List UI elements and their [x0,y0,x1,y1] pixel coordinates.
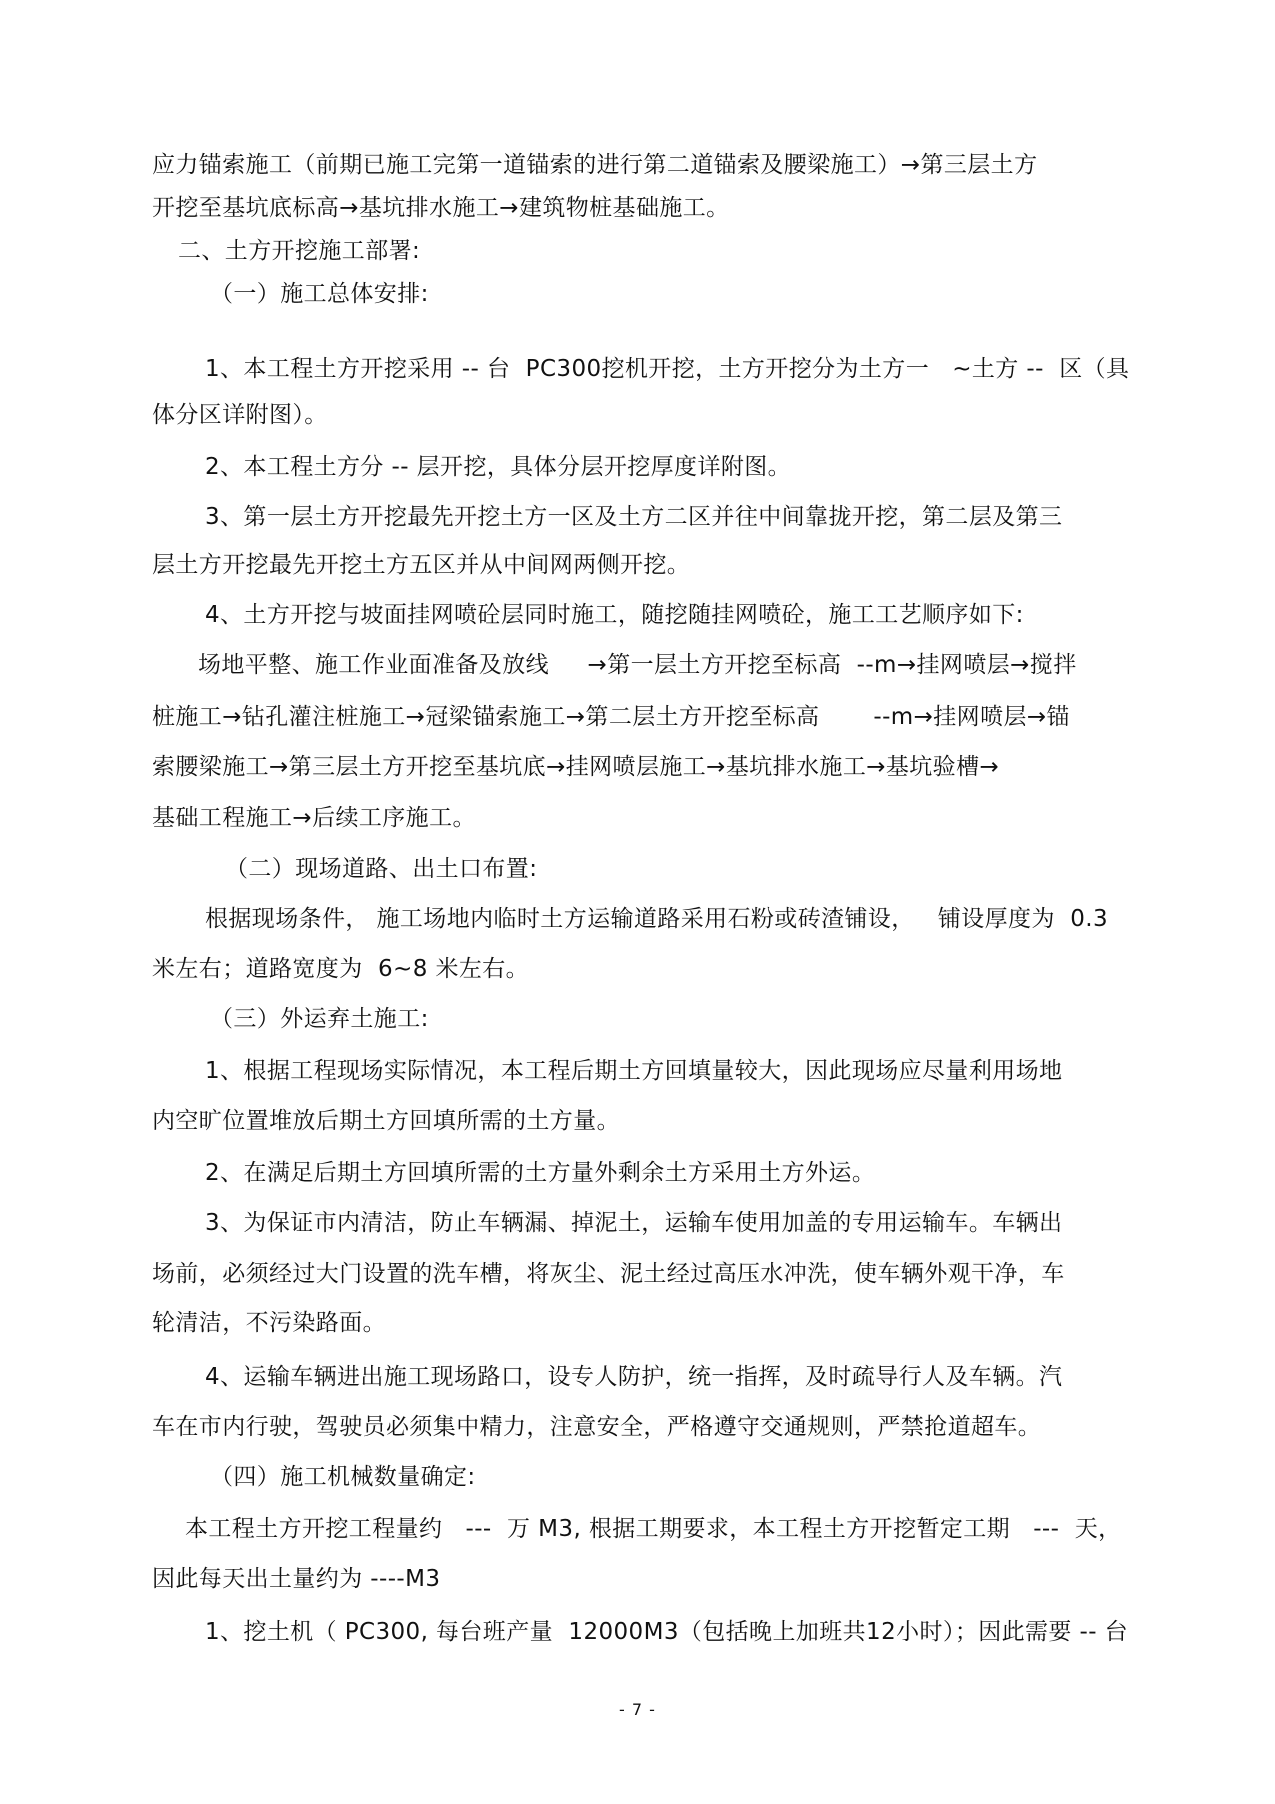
text-line: 米左右；道路宽度为 6~8 米左右。 [152,956,530,982]
subsection-heading: （四）施工机械数量确定: [210,1464,476,1490]
text-line: 开挖至基坑底标高→基坑排水施工→建筑物桩基础施工。 [152,195,730,221]
subsection-heading: （二）现场道路、出土口布置: [225,856,538,882]
text-line: 车在市内行驶，驾驶员必须集中精力，注意安全，严格遵守交通规则，严禁抢道超车。 [152,1414,1042,1440]
text-line: 场地平整、施工作业面准备及放线 →第一层土方开挖至标高 --m→挂网喷层→搅拌 [198,652,1077,678]
text-line: 3、为保证市内清洁，防止车辆漏、掉泥土，运输车使用加盖的专用运输车。车辆出 [205,1210,1063,1236]
text-line: 2、本工程土方分 -- 层开挖，具体分层开挖厚度详附图。 [205,454,792,480]
page-number: - 7 - [619,1700,656,1719]
text-line: 2、在满足后期土方回填所需的土方量外剩余土方采用土方外运。 [205,1160,876,1186]
text-line: 应力锚索施工（前期已施工完第一道锚索的进行第二道锚索及腰梁施工）→第三层土方 [152,152,1038,178]
subsection-heading: （三）外运弃土施工: [210,1006,429,1032]
text-line: 1、本工程土方开挖采用 -- 台 PC300挖机开挖，土方开挖分为土方一 ~土方 -- 区（具 [205,356,1130,382]
text-line: 体分区详附图）。 [152,402,328,428]
section-heading: 二、土方开挖施工部署: [178,238,421,264]
text-line: 内空旷位置堆放后期土方回填所需的土方量。 [152,1108,620,1134]
text-line: 场前，必须经过大门设置的洗车槽，将灰尘、泥土经过高压水冲洗，使车辆外观干净，车 [152,1261,1065,1287]
text-line: 桩施工→钻孔灌注桩施工→冠梁锚索施工→第二层土方开挖至标高 --m→挂网喷层→锚 [152,704,1070,730]
text-line: 3、第一层土方开挖最先开挖土方一区及土方二区并往中间靠拢开挖，第二层及第三 [205,504,1063,530]
text-line: 根据现场条件， 施工场地内临时土方运输道路采用石粉或砖渣铺设， 铺设厚度为 0.3 [205,906,1109,932]
text-line: 层土方开挖最先开挖土方五区并从中间网两侧开挖。 [152,552,691,578]
text-line: 1、挖土机（ PC300, 每台班产量 12000M3（包括晚上加班共12小时）；因此需要 -- 台 [205,1619,1129,1645]
subsection-heading: （一）施工总体安排: [210,281,429,307]
text-line: 索腰梁施工→第三层土方开挖至基坑底→挂网喷层施工→基坑排水施工→基坑验槽→ [152,754,1000,780]
text-line: 基础工程施工→后续工序施工。 [152,805,476,831]
text-line: 因此每天出土量约为 ----M3 [152,1566,441,1592]
text-line: 轮清洁，不污染路面。 [152,1310,386,1336]
text-line: 4、运输车辆进出施工现场路口，设专人防护，统一指挥，及时疏导行人及车辆。汽 [205,1364,1063,1390]
text-line: 1、根据工程现场实际情况，本工程后期土方回填量较大，因此现场应尽量利用场地 [205,1058,1063,1084]
text-line: 本工程土方开挖工程量约 --- 万 M3, 根据工期要求，本工程土方开挖暂定工期 --- 天， [185,1516,1122,1542]
text-line: 4、土方开挖与坡面挂网喷砼层同时施工，随挖随挂网喷砼，施工工艺顺序如下: [205,602,1024,628]
